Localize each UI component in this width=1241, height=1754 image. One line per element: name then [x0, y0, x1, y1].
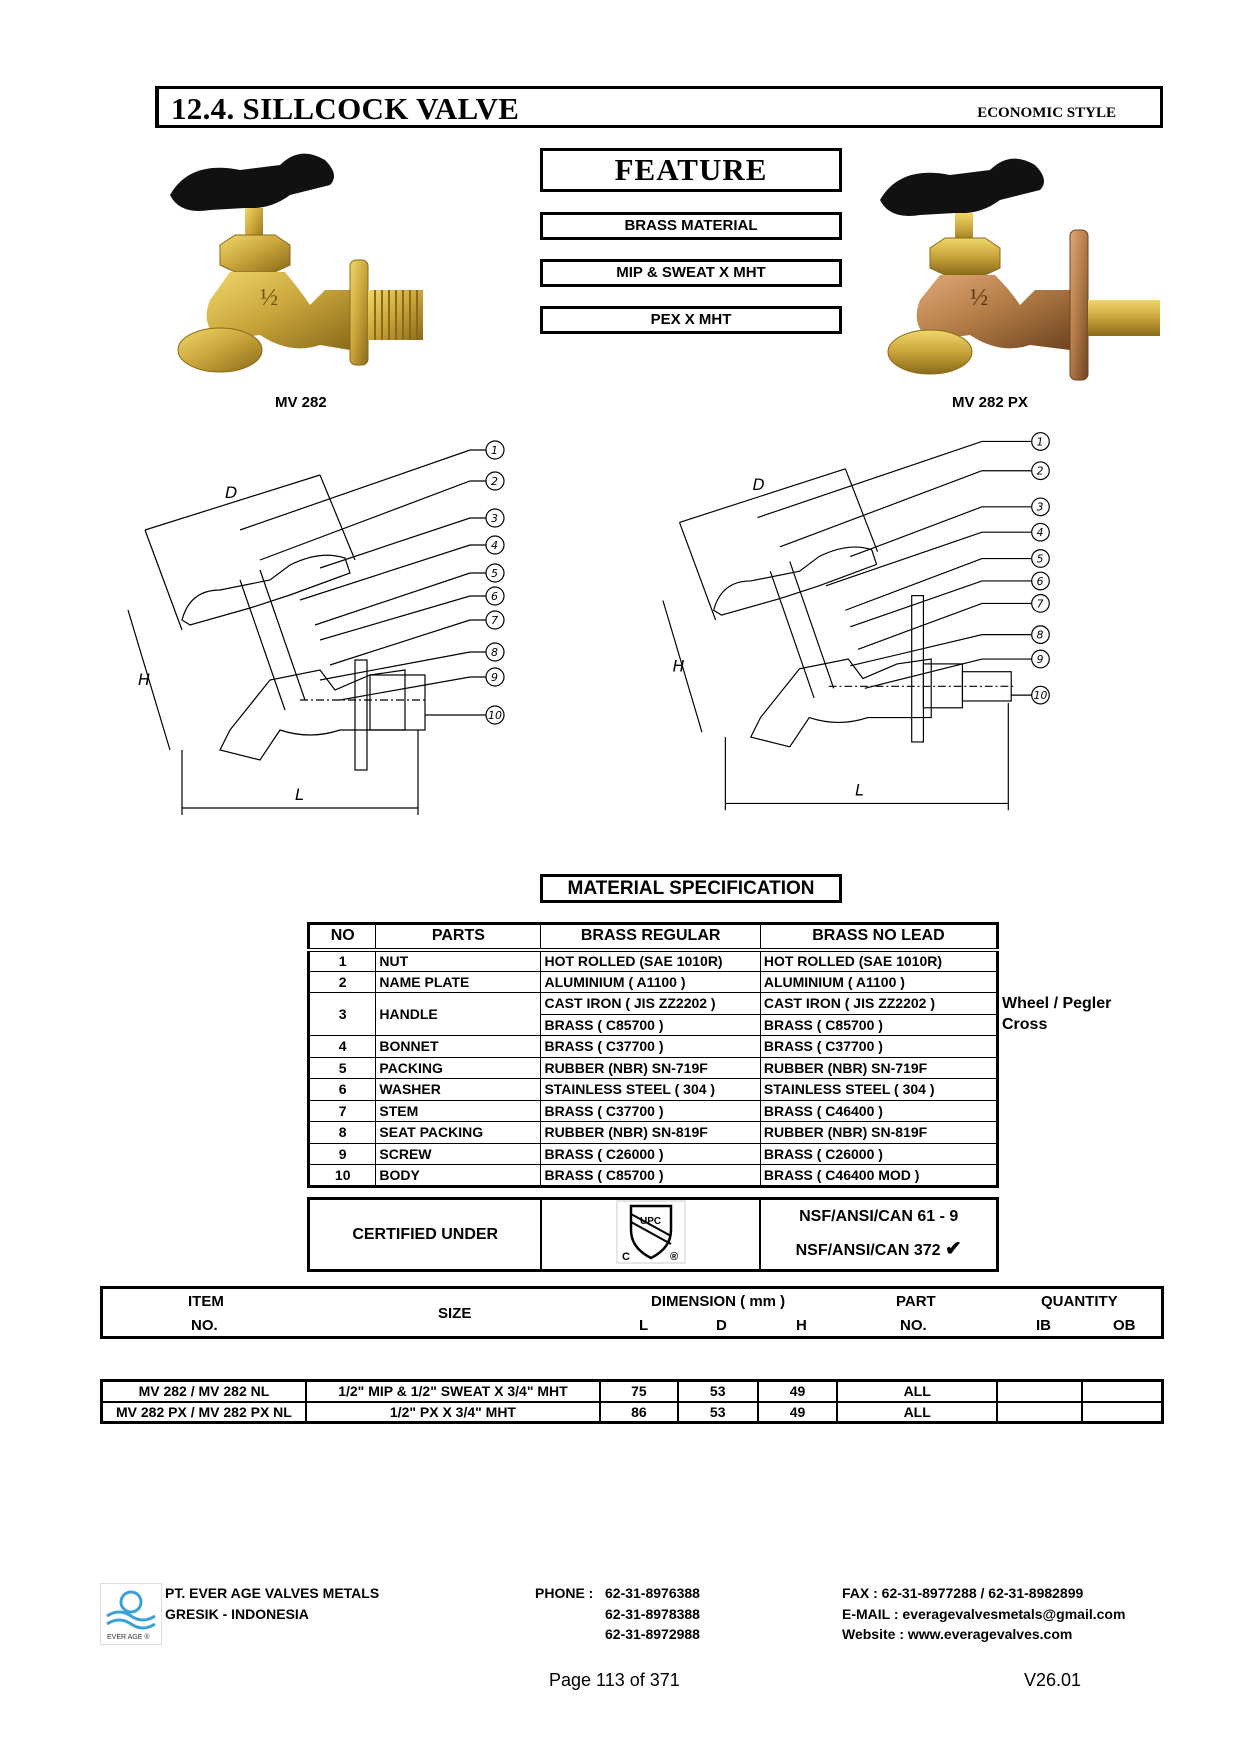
cell-no: 7 [309, 1100, 376, 1122]
cell-nolead: STAINLESS STEEL ( 304 ) [760, 1079, 997, 1101]
handle-note-line2: Cross [1002, 1016, 1048, 1033]
table-row [309, 1057, 998, 1079]
upc-logo-cell [541, 1199, 760, 1271]
cell-l: 86 [600, 1402, 678, 1423]
cell-regular: RUBBER (NBR) SN-819F [541, 1122, 760, 1144]
feature-mip-sweat: MIP & SWEAT X MHT [540, 259, 842, 287]
company-location: GRESIK - INDONESIA [165, 1605, 309, 1622]
cell-part: STEM [376, 1100, 541, 1122]
table-row [309, 1122, 998, 1144]
header-ib: IB [1036, 1317, 1051, 1334]
certified-under-label: CERTIFIED UNDER [309, 1199, 542, 1271]
svg-text:9: 9 [1036, 652, 1044, 666]
cell-regular: BRASS ( C85700 ) [541, 1014, 760, 1036]
svg-text:®: ® [669, 1251, 678, 1263]
material-spec-table [307, 922, 999, 1188]
cell-size: 1/2" PX X 3/4" MHT [306, 1402, 600, 1423]
svg-text:H: H [672, 657, 685, 676]
table-row [309, 1143, 998, 1165]
cell-no: 3 [309, 993, 376, 1036]
cell-part: ALL [837, 1381, 997, 1402]
cell-no: 10 [309, 1165, 376, 1187]
cell-part: WASHER [376, 1079, 541, 1101]
cell-regular: BRASS ( C26000 ) [541, 1143, 760, 1165]
cell-nolead: ALUMINIUM ( A1100 ) [760, 971, 997, 993]
feature-title: FEATURE [540, 148, 842, 192]
table-row [309, 1165, 998, 1187]
cross-section-diagram-mv282 [120, 430, 540, 830]
cell-part: BODY [376, 1165, 541, 1187]
fax: FAX : 62-31-8977288 / 62-31-8982899 [842, 1585, 1084, 1601]
cell-regular: CAST IRON ( JIS ZZ2202 ) [541, 993, 760, 1015]
header-d: D [716, 1317, 727, 1334]
cell-item: MV 282 PX / MV 282 PX NL [102, 1402, 306, 1423]
brass-sillcock-valve-photo-icon [150, 140, 450, 390]
svg-text:10: 10 [1033, 689, 1048, 703]
svg-text:H: H [138, 670, 151, 689]
item-table [100, 1379, 1164, 1424]
section-title-bar [155, 86, 1163, 128]
phone-numbers [605, 1583, 700, 1645]
cell-h: 49 [758, 1402, 838, 1423]
table-row [309, 993, 998, 1015]
header-ob: OB [1113, 1317, 1136, 1334]
cell-no: 1 [309, 950, 376, 972]
handle-note-line1: Wheel / Pegler [1002, 995, 1112, 1012]
table-row [309, 1079, 998, 1101]
cell-l: 75 [600, 1381, 678, 1402]
svg-text:3: 3 [491, 512, 498, 525]
svg-text:2: 2 [1036, 464, 1044, 478]
cell-d: 53 [678, 1402, 758, 1423]
svg-text:5: 5 [491, 567, 498, 580]
table-header-row [309, 924, 998, 950]
feature-brass-material: BRASS MATERIAL [540, 212, 842, 240]
cell-regular: ALUMINIUM ( A1100 ) [541, 971, 760, 993]
svg-text:5: 5 [1036, 552, 1044, 566]
table-row [102, 1381, 1163, 1402]
svg-text:6: 6 [1036, 574, 1044, 588]
cell-regular: BRASS ( C85700 ) [541, 1165, 760, 1187]
cell-nolead: BRASS ( C85700 ) [760, 1014, 997, 1036]
cell-ib [997, 1381, 1082, 1402]
svg-text:D: D [752, 476, 765, 495]
header-h: H [796, 1317, 807, 1334]
cell-part: BONNET [376, 1036, 541, 1058]
svg-text:7: 7 [491, 614, 498, 627]
website-link[interactable]: Website : www.everagevalves.com [842, 1626, 1073, 1642]
valve-cross-section-pex-icon [650, 420, 1070, 820]
cell-nolead: BRASS ( C46400 MOD ) [760, 1165, 997, 1187]
cell-nolead: CAST IRON ( JIS ZZ2202 ) [760, 993, 997, 1015]
col-header-brass-no-lead: BRASS NO LEAD [760, 924, 997, 950]
header-dimension: DIMENSION ( mm ) [651, 1293, 786, 1310]
cross-section-diagram-mv282px [650, 420, 1070, 820]
cell-part: PACKING [376, 1057, 541, 1079]
cell-no: 2 [309, 971, 376, 993]
cell-nolead: RUBBER (NBR) SN-719F [760, 1057, 997, 1079]
contact-info [842, 1583, 1125, 1645]
page-title: 12.4. SILLCOCK VALVE [171, 91, 520, 126]
svg-text:½: ½ [260, 285, 278, 311]
svg-text:1: 1 [491, 444, 498, 457]
email-link[interactable]: E-MAIL : everagevalvesmetals@gmail.com [842, 1605, 1126, 1622]
phone-1: 62-31-8976388 [605, 1585, 700, 1601]
checkmark-icon: ✔ [944, 1238, 962, 1260]
company-logo [100, 1583, 162, 1645]
cell-ob [1082, 1402, 1163, 1423]
material-spec-title: MATERIAL SPECIFICATION [540, 874, 842, 903]
table-row [309, 971, 998, 993]
header-l: L [639, 1317, 649, 1334]
col-header-no: NO [309, 924, 376, 950]
cell-regular: STAINLESS STEEL ( 304 ) [541, 1079, 760, 1101]
header-quantity: QUANTITY [1041, 1293, 1118, 1310]
page-number: Page 113 of 371 [549, 1670, 680, 1690]
document-version: V26.01 [1024, 1670, 1082, 1690]
phone-2: 62-31-8978388 [605, 1605, 700, 1622]
svg-text:D: D [225, 483, 238, 502]
cell-h: 49 [758, 1381, 838, 1402]
company-name: PT. EVER AGE VALVES METALS [165, 1585, 380, 1601]
cell-ob [1082, 1381, 1163, 1402]
cell-nolead: RUBBER (NBR) SN-819F [760, 1122, 997, 1144]
table-row [309, 950, 998, 972]
company-info [165, 1583, 379, 1624]
cell-regular: BRASS ( C37700 ) [541, 1036, 760, 1058]
page-subtitle: ECONOMIC STYLE [977, 105, 1116, 121]
table-row [309, 1036, 998, 1058]
header-part: PART [896, 1293, 936, 1310]
photo-label-mv282px: MV 282 PX [952, 394, 1028, 411]
svg-text:1: 1 [1036, 435, 1044, 449]
svg-text:8: 8 [1036, 628, 1044, 642]
svg-text:7: 7 [1036, 597, 1044, 611]
cell-no: 9 [309, 1143, 376, 1165]
cell-part: NUT [376, 950, 541, 972]
cell-regular: BRASS ( C37700 ) [541, 1100, 760, 1122]
svg-text:EVER AGE ®: EVER AGE ® [107, 1634, 150, 1641]
table-row [102, 1402, 1163, 1423]
svg-text:L: L [295, 785, 304, 804]
svg-text:L: L [855, 781, 864, 800]
handle-note [1002, 993, 1111, 1035]
svg-text:2: 2 [491, 475, 498, 488]
cell-nolead: BRASS ( C46400 ) [760, 1100, 997, 1122]
header-size: SIZE [438, 1305, 472, 1322]
col-header-brass-regular: BRASS REGULAR [541, 924, 760, 950]
svg-text:½: ½ [970, 285, 988, 311]
certification-table [307, 1197, 999, 1272]
bronze-sillcock-pex-valve-photo-icon [860, 140, 1160, 390]
upc-shield-icon [616, 1200, 686, 1264]
cell-size: 1/2" MIP & 1/2" SWEAT X 3/4" MHT [306, 1381, 600, 1402]
cell-nolead: HOT ROLLED (SAE 1010R) [760, 950, 997, 972]
cell-regular: HOT ROLLED (SAE 1010R) [541, 950, 760, 972]
cell-part: SCREW [376, 1143, 541, 1165]
phone-3: 62-31-8972988 [605, 1626, 700, 1642]
svg-text:9: 9 [491, 671, 498, 684]
header-no: NO. [191, 1317, 218, 1334]
standard-nsf-61: NSF/ANSI/CAN 61 - 9 [799, 1208, 959, 1225]
cell-no: 6 [309, 1079, 376, 1101]
svg-text:C: C [621, 1251, 630, 1263]
header-part-no: NO. [900, 1317, 927, 1334]
svg-text:UPC: UPC [639, 1216, 662, 1227]
cell-item: MV 282 / MV 282 NL [102, 1381, 306, 1402]
standards-cell [760, 1199, 997, 1271]
cell-nolead: BRASS ( C37700 ) [760, 1036, 997, 1058]
col-header-parts: PARTS [376, 924, 541, 950]
cell-no: 4 [309, 1036, 376, 1058]
svg-text:4: 4 [1036, 526, 1044, 540]
cell-regular: RUBBER (NBR) SN-719F [541, 1057, 760, 1079]
svg-text:3: 3 [1036, 500, 1044, 514]
photo-mv282 [150, 140, 450, 390]
svg-text:6: 6 [491, 590, 498, 603]
table-row [309, 1100, 998, 1122]
cell-part: HANDLE [376, 993, 541, 1036]
cell-ib [997, 1402, 1082, 1423]
valve-cross-section-icon [120, 430, 540, 830]
cell-d: 53 [678, 1381, 758, 1402]
standard-nsf-372: NSF/ANSI/CAN 372 [795, 1242, 941, 1259]
cell-no: 8 [309, 1122, 376, 1144]
svg-text:10: 10 [488, 709, 502, 722]
phone-label: PHONE : [535, 1585, 594, 1601]
cell-part: SEAT PACKING [376, 1122, 541, 1144]
photo-mv282px [860, 140, 1160, 390]
ever-age-logo-icon [101, 1584, 161, 1644]
svg-text:4: 4 [491, 539, 498, 552]
feature-pex: PEX X MHT [540, 306, 842, 334]
photo-label-mv282: MV 282 [275, 394, 327, 411]
item-table-header [100, 1286, 1164, 1339]
svg-text:8: 8 [491, 646, 498, 659]
cell-part: NAME PLATE [376, 971, 541, 993]
cell-no: 5 [309, 1057, 376, 1079]
cell-nolead: BRASS ( C26000 ) [760, 1143, 997, 1165]
header-item: ITEM [188, 1293, 224, 1310]
cell-part: ALL [837, 1402, 997, 1423]
